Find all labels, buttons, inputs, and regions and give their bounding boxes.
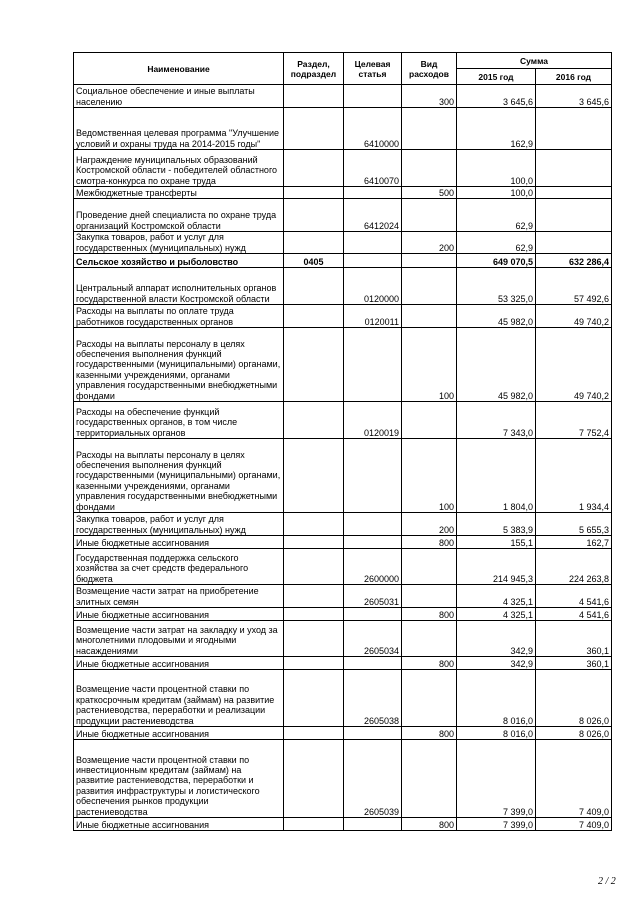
row-name: Возмещение части затрат на приобретение элитных семян [74,585,284,608]
row-sum-2016: 632 286,4 [536,254,612,268]
header-section: Раздел, подраздел [284,53,344,85]
row-target: 0120000 [344,268,402,305]
row-name: Возмещение части процентной ставки по инвестиционным кредитам (займам) на развитие растениеводства, переработки и развития инфраструктуры и логистического обеспечения рынков продукции растениеводства [74,740,284,818]
row-sum-2015: 342,9 [457,657,536,670]
row-sum-2016: 360,1 [536,657,612,670]
row-name: Награждение муниципальных образований Костромской области - победителей областного смотра-конкурса по охране труда [74,150,284,187]
row-sum-2015: 1 804,0 [457,439,536,513]
row-target: 6410070 [344,150,402,187]
row-section [284,513,344,536]
page-number: 2 / 2 [598,876,616,887]
row-name: Иные бюджетные ассигнования [74,818,284,831]
table-row [74,268,612,305]
row-target [344,727,402,740]
row-target: 6410000 [344,108,402,150]
row-expense [402,305,457,328]
table-row [74,439,612,513]
row-target [344,254,402,268]
row-section [284,187,344,199]
row-expense: 200 [402,232,457,254]
row-expense [402,150,457,187]
row-section: 0405 [284,254,344,268]
row-target [344,187,402,199]
row-sum-2016: 7 409,0 [536,740,612,818]
row-sum-2015: 155,1 [457,536,536,549]
table-row [74,402,612,439]
row-sum-2015: 342,9 [457,621,536,657]
row-expense: 800 [402,608,457,621]
row-target [344,657,402,670]
row-sum-2016: 7 409,0 [536,818,612,831]
row-section [284,402,344,439]
row-target: 2605031 [344,585,402,608]
row-expense [402,621,457,657]
row-expense [402,254,457,268]
row-name: Центральный аппарат исполнительных органов государственной власти Костромской области [74,268,284,305]
row-expense [402,740,457,818]
row-sum-2016: 4 541,6 [536,608,612,621]
row-expense [402,549,457,585]
row-sum-2015: 53 325,0 [457,268,536,305]
row-sum-2016: 8 026,0 [536,670,612,727]
row-sum-2016 [536,187,612,199]
row-section [284,305,344,328]
row-name: Проведение дней специалиста по охране труда организаций Костромской области [74,199,284,232]
row-name: Расходы на выплаты по оплате труда работников государственных органов [74,305,284,328]
row-sum-2015: 214 945,3 [457,549,536,585]
row-name: Сельское хозяйство и рыболовство [74,254,284,268]
table-row [74,585,612,608]
row-sum-2016: 49 740,2 [536,305,612,328]
row-target [344,232,402,254]
row-section [284,657,344,670]
row-target: 6412024 [344,199,402,232]
row-name: Социальное обеспечение и иные выплаты населению [74,85,284,108]
row-section [284,670,344,727]
row-sum-2015: 649 070,5 [457,254,536,268]
table-row [74,608,612,621]
row-sum-2015: 7 399,0 [457,740,536,818]
row-section [284,585,344,608]
row-expense: 800 [402,818,457,831]
row-section [284,608,344,621]
table-body [74,85,612,831]
table-row [74,740,612,818]
row-expense: 200 [402,513,457,536]
row-target: 2600000 [344,549,402,585]
row-section [284,549,344,585]
row-expense [402,402,457,439]
row-expense [402,108,457,150]
row-sum-2015: 7 343,0 [457,402,536,439]
row-sum-2015: 8 016,0 [457,727,536,740]
row-section [284,536,344,549]
header-year-2015: 2015 год [457,69,536,85]
row-sum-2016: 224 263,8 [536,549,612,585]
table-row [74,199,612,232]
row-sum-2016: 49 740,2 [536,328,612,402]
row-sum-2015: 100,0 [457,187,536,199]
row-sum-2016 [536,232,612,254]
row-expense: 100 [402,439,457,513]
header-target: Целевая статья [344,53,402,85]
row-sum-2015: 100,0 [457,150,536,187]
row-target [344,328,402,402]
row-sum-2016 [536,108,612,150]
row-expense [402,670,457,727]
row-name: Иные бюджетные ассигнования [74,536,284,549]
table-row [74,305,612,328]
table-row [74,513,612,536]
row-name: Межбюджетные трансферты [74,187,284,199]
row-section [284,199,344,232]
table-row [74,108,612,150]
row-section [284,439,344,513]
row-target: 0120019 [344,402,402,439]
row-sum-2015: 45 982,0 [457,305,536,328]
table-header [74,53,612,85]
row-name: Ведомственная целевая программа "Улучшение условий и охраны труда на 2014-2015 годы" [74,108,284,150]
row-expense [402,585,457,608]
header-expense: Вид расходов [402,53,457,85]
row-target [344,818,402,831]
row-section [284,328,344,402]
row-section [284,232,344,254]
row-sum-2015: 4 325,1 [457,608,536,621]
row-target [344,513,402,536]
row-sum-2015: 8 016,0 [457,670,536,727]
budget-table [73,52,612,831]
row-sum-2016: 360,1 [536,621,612,657]
row-name: Закупка товаров, работ и услуг для государственных (муниципальных) нужд [74,513,284,536]
row-target: 0120011 [344,305,402,328]
row-section [284,85,344,108]
table-row [74,549,612,585]
row-sum-2016 [536,150,612,187]
table-row [74,150,612,187]
row-sum-2015: 7 399,0 [457,818,536,831]
row-sum-2016: 5 655,3 [536,513,612,536]
row-section [284,150,344,187]
row-sum-2015: 62,9 [457,199,536,232]
table-row [74,727,612,740]
row-name: Расходы на обеспечение функций государственных органов, в том числе территориальных органов [74,402,284,439]
row-sum-2015: 3 645,6 [457,85,536,108]
row-sum-2016: 162,7 [536,536,612,549]
row-target: 2605034 [344,621,402,657]
table-row [74,621,612,657]
row-sum-2016 [536,199,612,232]
row-target: 2605038 [344,670,402,727]
row-sum-2015: 45 982,0 [457,328,536,402]
row-sum-2016: 3 645,6 [536,85,612,108]
row-target [344,536,402,549]
row-sum-2015: 62,9 [457,232,536,254]
row-expense: 800 [402,536,457,549]
row-section [284,740,344,818]
table-row [74,85,612,108]
row-sum-2015: 4 325,1 [457,585,536,608]
row-target: 2605039 [344,740,402,818]
row-expense: 300 [402,85,457,108]
row-name: Иные бюджетные ассигнования [74,608,284,621]
row-expense: 800 [402,727,457,740]
row-sum-2016: 7 752,4 [536,402,612,439]
row-expense [402,268,457,305]
row-section [284,818,344,831]
table-row [74,536,612,549]
header-year-2016: 2016 год [536,69,612,85]
row-expense: 800 [402,657,457,670]
table-row [74,187,612,199]
table-row [74,657,612,670]
row-name: Возмещение части затрат на закладку и уход за многолетними плодовыми и ягодными насаждениями [74,621,284,657]
table-row [74,232,612,254]
row-sum-2015: 162,9 [457,108,536,150]
row-target [344,85,402,108]
row-name: Расходы на выплаты персоналу в целях обеспечения выполнения функций государственными (муниципальными) органами, казенными учреждениями, органами управления государственными внебюджетными фондами [74,439,284,513]
row-sum-2016: 4 541,6 [536,585,612,608]
table-row [74,328,612,402]
table-row [74,818,612,831]
row-section [284,621,344,657]
row-section [284,268,344,305]
table-row [74,670,612,727]
row-name: Государственная поддержка сельского хозяйства за счет средств федерального бюджета [74,549,284,585]
row-expense: 500 [402,187,457,199]
header-name: Наименование [74,53,284,85]
row-name: Закупка товаров, работ и услуг для государственных (муниципальных) нужд [74,232,284,254]
row-name: Расходы на выплаты персоналу в целях обеспечения выполнения функций государственными (муниципальными) органами, казенными учреждениями, органами управления государственными внебюджетными фондами [74,328,284,402]
row-target [344,439,402,513]
row-sum-2015: 5 383,9 [457,513,536,536]
row-section [284,727,344,740]
row-section [284,108,344,150]
row-target [344,608,402,621]
table-row [74,254,612,268]
row-name: Иные бюджетные ассигнования [74,727,284,740]
row-sum-2016: 1 934,4 [536,439,612,513]
row-name: Возмещение части процентной ставки по краткосрочным кредитам (займам) на развитие растениеводства, переработки и реализации продукции растениеводства [74,670,284,727]
row-expense [402,199,457,232]
row-name: Иные бюджетные ассигнования [74,657,284,670]
row-sum-2016: 57 492,6 [536,268,612,305]
header-sum: Сумма [457,53,612,69]
row-expense: 100 [402,328,457,402]
row-sum-2016: 8 026,0 [536,727,612,740]
